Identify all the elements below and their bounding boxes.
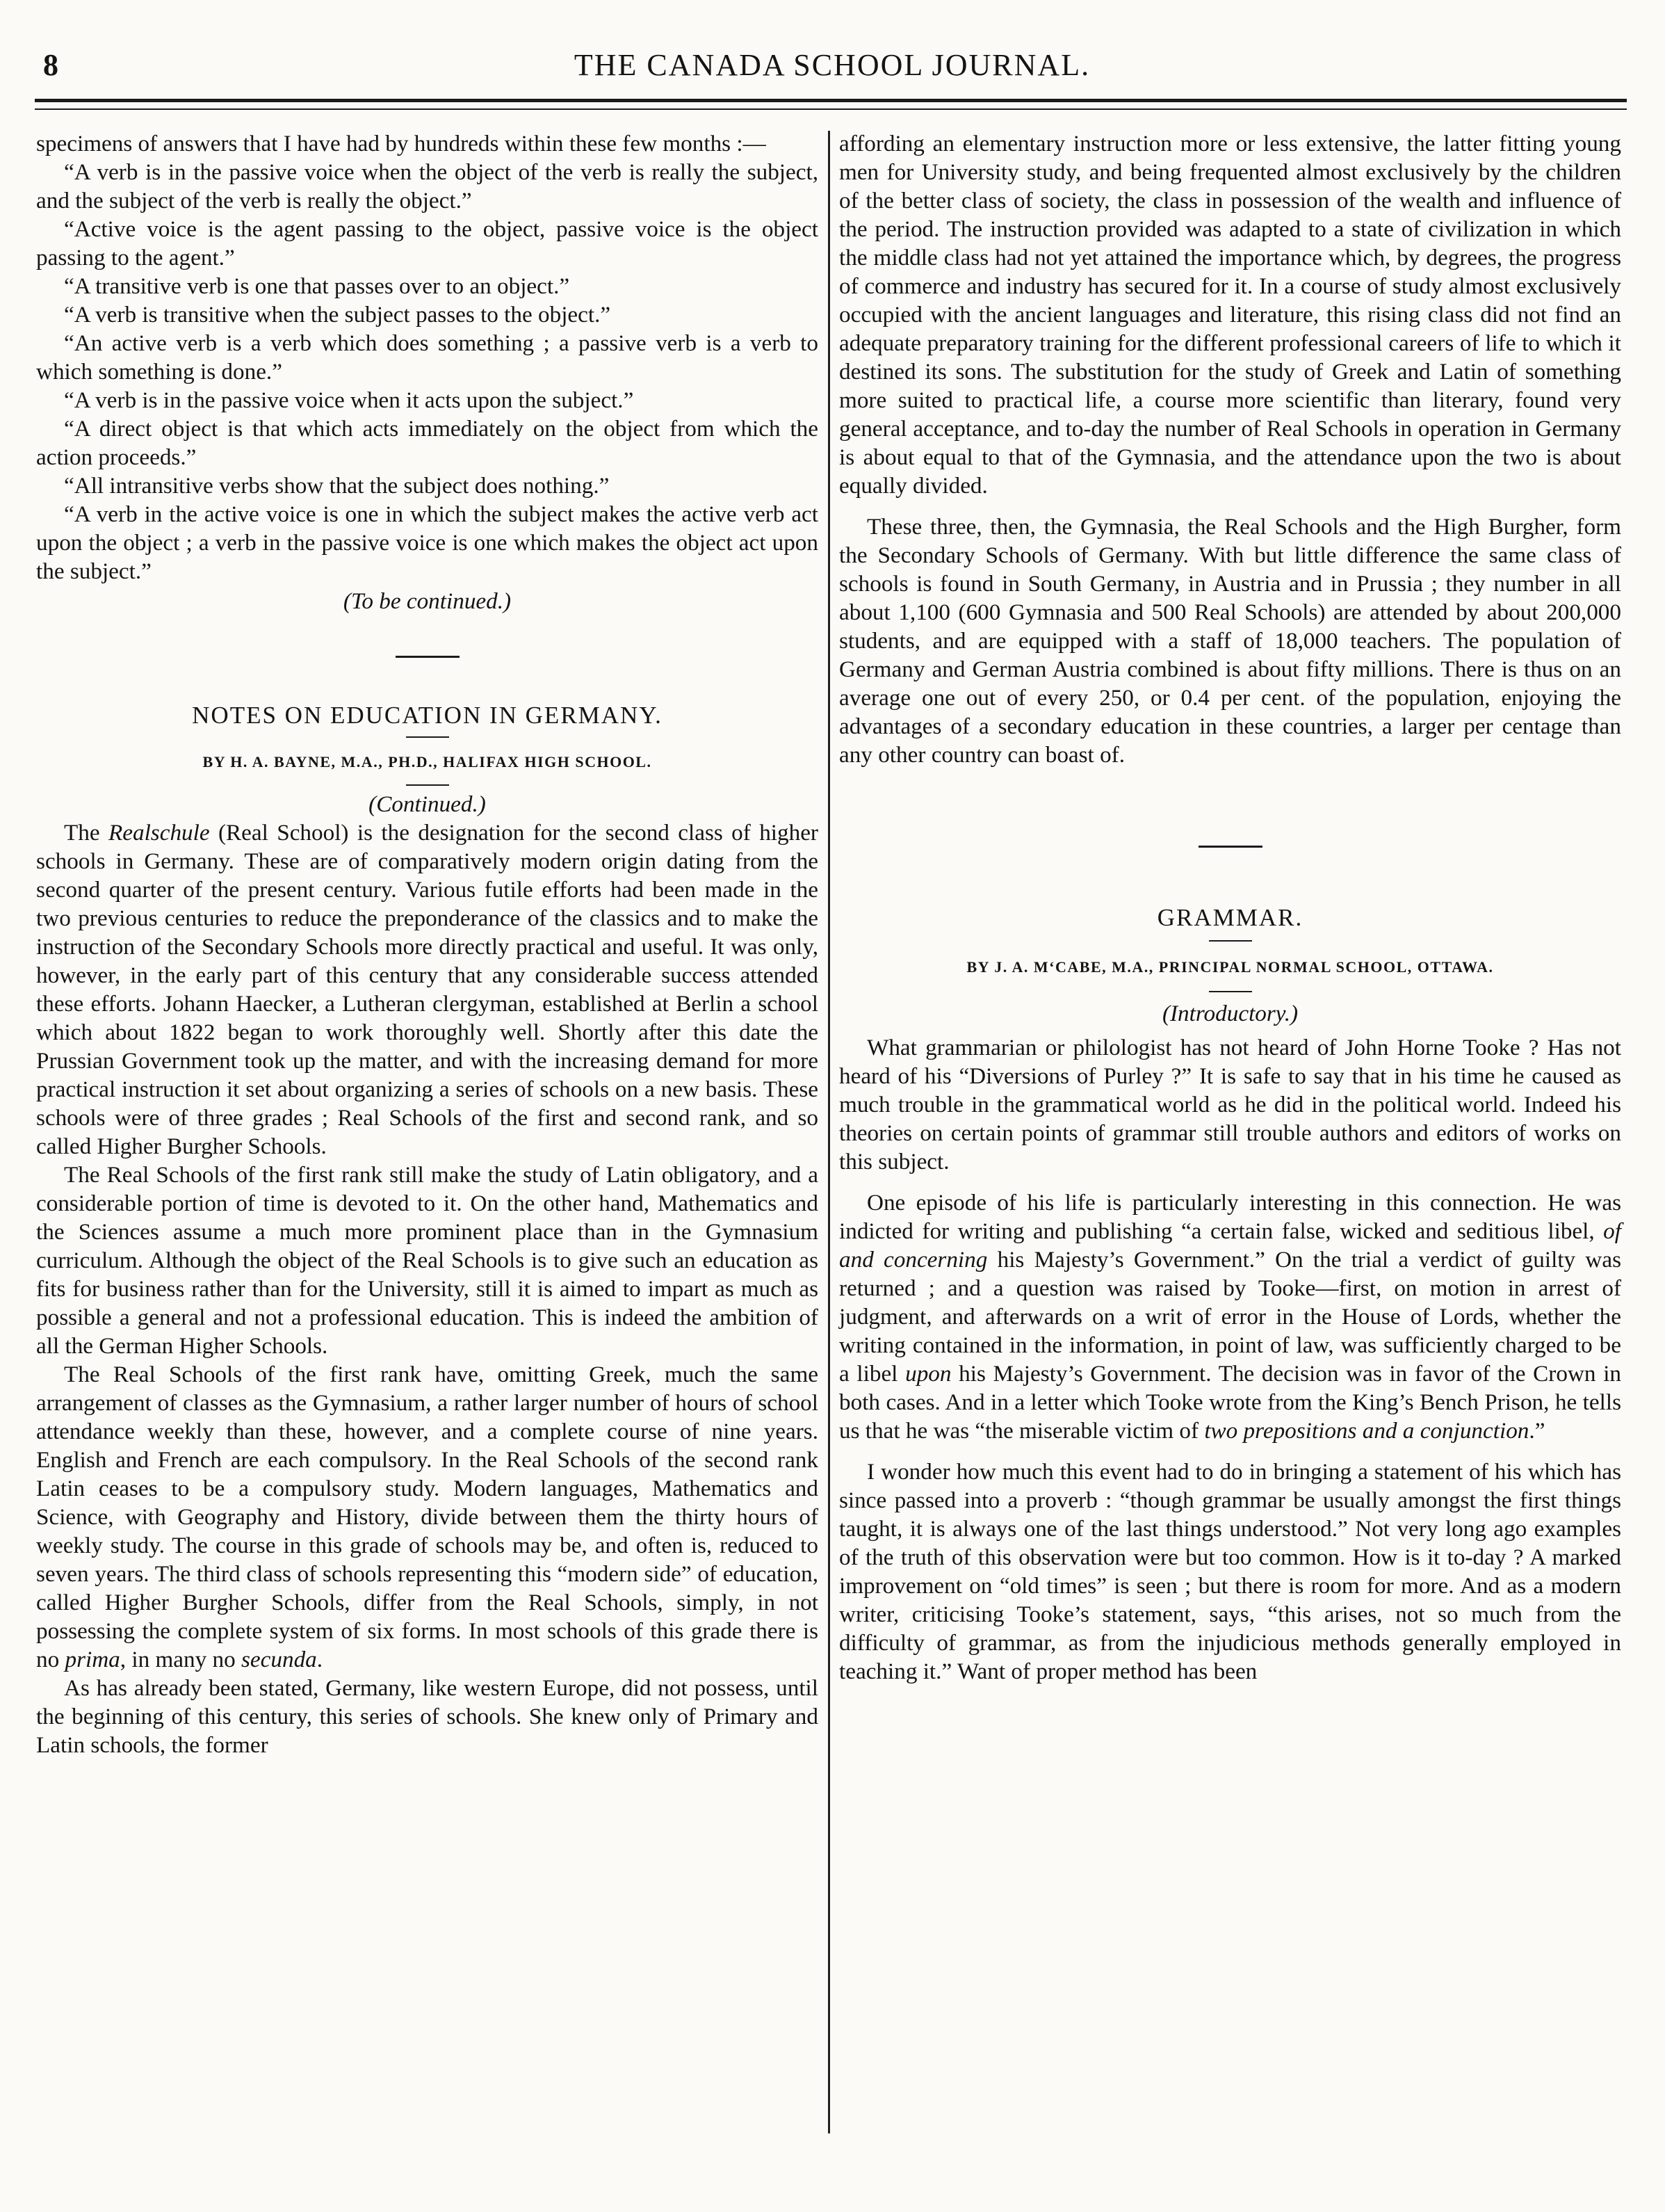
header-rule-thin <box>35 108 1627 110</box>
quote-item: “All intransitive verbs show that the subject does nothing.” <box>64 473 610 499</box>
article-paragraph: I wonder how much this event had to do in bringing a statement of his which has since passed into a proverb : “though grammar be usually amongst the first things taught, it is always one of the last things understood.” Not very long ago examples of the truth of this observation were but too common. How is it to-day ? A marked improvement on “old times” is seen ; but there is room for more. And as a modern writer, criticising Tooke’s statement, says, “this arises, not so much from the difficulty of grammar, as from the injudicious methods generally employed in teaching it.” Want of proper method has been <box>839 1459 1621 1684</box>
right-column <box>839 129 1621 1686</box>
quote-item: “A verb is in the passive voice when it acts upon the subject.” <box>64 387 634 413</box>
article-paragraph: These three, then, the Gymnasia, the Real Schools and the High Burgher, form the Secondary Schools of Germany. With but little difference the same class of schools is found in South Germany, in Austria and in Prussia ; they number in all about 1,100 (600 Gymnasia and 500 Real Schools) are attended by about 200,000 students, and are equipped with a staff of 18,000 teachers. The population of Germany and German Austria combined is about fifty millions. There is thus on an average one out of every 250, or 0.4 per cent. of the population, enjoying the advantages of a secondary education in these countries, a larger per centage than any other country can boast of. <box>839 514 1621 768</box>
intro-paragraph: specimens of answers that I have had by hundreds within these few months :— <box>36 131 766 156</box>
article-subhead: (Continued.) <box>368 791 486 817</box>
header-rule-thick <box>35 99 1627 102</box>
article-paragraph: The Real Schools of the first rank still make the study of Latin obligatory, and a considerable portion of time is devoted to it. On the other hand, Mathematics and the Sciences assume a much more prominent place than in the Gymnasium curriculum. Although the object of the Real Schools is to give such an education as fits for business rather than for the University, still it is aimed to impart as much as possible a general and not a professional education. This is indeed the ambition of all the German Higher Schools. <box>36 1162 818 1359</box>
column-divider <box>828 131 830 2133</box>
italic-term: Realschule <box>108 820 210 846</box>
article-title: GRAMMAR. <box>1157 904 1303 931</box>
quote-list <box>36 158 818 586</box>
quote-item: “A verb is in the passive voice when the object of the verb is really the subject, and the subject of the verb is really the object.” <box>36 159 818 213</box>
continued-paragraph: affording an elementary instruction more or less extensive, the latter fitting young men for University study, and being frequented almost exclusively by the children of the better class of society, the class in possession of the wealth and influence of the period. The instruction provided was adapted to a state of civilization in which the middle class had not yet attained the importance which, by degrees, the progress of commerce and industry has secured for it. In a course of study almost exclusively occupied with the ancient languages and literature, this rising class did not find an adequate preparatory training for the different professional careers of life to which it destined its sons. The substitution for the study of Greek and Latin of something more suited to practical life, a course more scientific than literary, found very general acceptance, and to-day the number of Real Schools in operation in Germany is about equal to that of the Gymnasia, and the attendance upon the two is about equally divided. <box>839 131 1621 499</box>
article-byline: BY H. A. BAYNE, M.A., PH.D., HALIFAX HIGH SCHOOL. <box>202 753 652 770</box>
quote-item: “A direct object is that which acts immediately on the object from which the action proceeds.” <box>36 416 818 470</box>
quote-item: “Active voice is the agent passing to the object, passive voice is the object passing to the agent.” <box>36 216 818 271</box>
article-paragraph: The Real Schools of the first rank have, omitting Greek, much the same arrangement of classes as the Gymnasium, a rather larger number of hours of school attendance weekly than these, however, and a complete course of nine years. English and French are each compulsory. In the Real Schools of the second rank Latin ceases to be a compulsory study. Modern languages, Mathematics and Science, with Geography and History, divide between them the thirty hours of weekly study. The course in this grade of schools may be, and often is, reduced to seven years. The third class of schools representing this “modern side” of education, called Higher Burgher Schools, differ from the Real Schools, simply, in not possessing the complete system of six forms. In most schools of this grade there is no prima, in many no secunda. <box>36 1362 818 1672</box>
article-paragraph: One episode of his life is particularly interesting in this connection. He was indicted for writing and publishing “a certain false, wicked and seditious libel, of and concerning his Majesty’s Government.” On the trial a verdict of guilty was returned ; and a question was raised by Tooke—first, on motion in arrest of judgment, and afterwards on a writ of error in the House of Lords, whether the writing contained in the information, in point of law, was sufficiently charged to be a libel upon his Majesty’s Government. The decision was in favor of the Crown in both cases. And in a letter which Tooke wrote from the King’s Bench Prison, he tells us that he was “the miserable victim of two prepositions and a conjunction.” <box>839 1190 1622 1444</box>
article-paragraph: What grammarian or philologist has not heard of John Horne Tooke ? Has not heard of his “Diversions of Purley ?” It is safe to say that in his time he caused as much trouble in the grammatical world as he did in the political world. Indeed his theories on certain points of grammar still trouble authors and editors of works on this subject. <box>839 1035 1621 1174</box>
page-number: 8 <box>43 48 58 82</box>
article-subhead: (Introductory.) <box>1162 1001 1299 1026</box>
quote-item: “A verb is transitive when the subject passes to the object.” <box>64 302 611 328</box>
quote-item: “An active verb is a verb which does something ; a passive verb is a verb to which something is done.” <box>36 330 818 385</box>
quote-item: “A transitive verb is one that passes over to an object.” <box>64 273 570 299</box>
to-be-continued: (To be continued.) <box>343 588 512 614</box>
article-paragraph: The Realschule (Real School) is the designation for the second class of higher schools in Germany. These are of comparatively modern origin dating from the second quarter of the present century. Various futile efforts had been made in the two previous centuries to reduce the preponderance of the classics and to make the instruction of the Secondary Schools more directly practical and useful. It was only, however, in the early part of this century that any considerable success attended these efforts. Johann Haecker, a Lutheran clergyman, established at Berlin a school which about 1822 began to work thoroughly well. Shortly after this date the Prussian Government took up the matter, and with the increasing demand for more practical instruction it set about organizing a series of schools on a new basis. These schools were of three grades ; Real Schools of the first and second rank, and so called Higher Burgher Schools. <box>36 820 818 1159</box>
left-column <box>36 129 818 1759</box>
journal-title: THE CANADA SCHOOL JOURNAL. <box>574 48 1091 82</box>
article-paragraph: As has already been stated, Germany, like western Europe, did not possess, until the beginning of this century, this series of schools. She knew only of Primary and Latin schools, the former <box>36 1675 818 1758</box>
article-title: NOTES ON EDUCATION IN GERMANY. <box>192 702 663 729</box>
article-byline: BY J. A. M‘CABE, M.A., PRINCIPAL NORMAL SCHOOL, OTTAWA. <box>966 958 1494 976</box>
quote-item: “A verb in the active voice is one in which the subject makes the active verb act upon the object ; a verb in the passive voice is one which makes the object act upon the subject.” <box>36 501 818 584</box>
page-header <box>43 45 1621 97</box>
